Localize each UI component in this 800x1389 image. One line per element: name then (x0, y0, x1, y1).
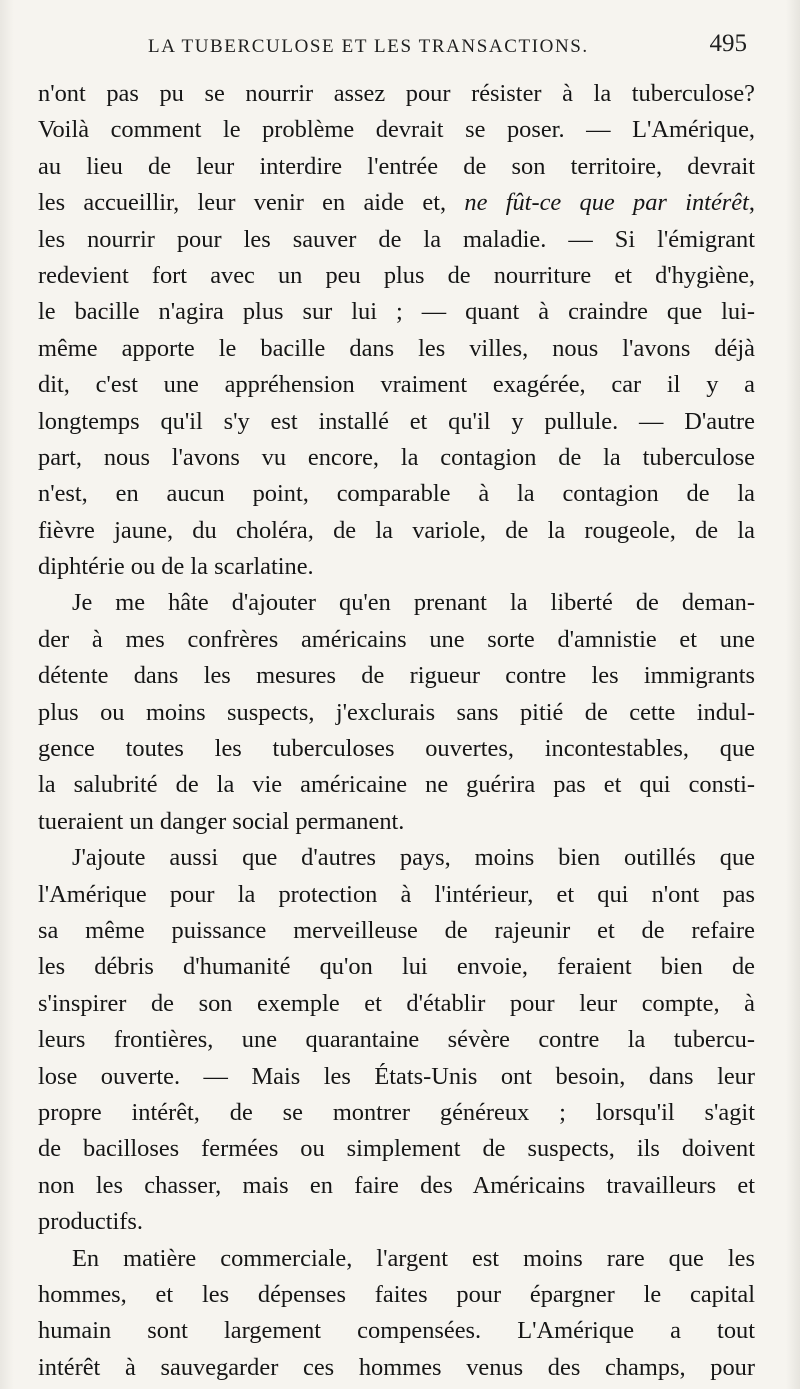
text-line: tueraient un danger social permanent. (38, 807, 405, 835)
text-line: n'ont pas pu se nourrir assez pour résister à la tuberculose? (38, 80, 755, 107)
text-line: l'Amérique pour la protection à l'intérieur, et qui n'ont pas (38, 880, 755, 908)
text-line: der à mes confrères américains une sorte d'amnistie et une (38, 625, 755, 653)
text-line: s'inspirer de son exemple et d'établir pour leur compte, à (38, 989, 755, 1017)
text-line: au lieu de leur interdire l'entrée de son territoire, devrait (38, 152, 755, 180)
text-line: même apporte le bacille dans les villes, nous l'avons déjà (38, 334, 755, 362)
text-line: Je me hâte d'ajouter qu'en prenant la liberté de deman- (72, 589, 755, 617)
text-line: détente dans les mesures de rigueur contre les immigrants (38, 662, 755, 690)
text-line: la salubrité de la vie américaine ne guérira pas et qui consti- (38, 771, 755, 799)
text-line: gence toutes les tuberculoses ouvertes, incontestables, que (38, 735, 755, 763)
paragraph (38, 1241, 755, 1387)
text-line: n'est, en aucun point, comparable à la contagion de la (38, 480, 755, 508)
page-number: 495 (709, 30, 747, 57)
page-header (40, 30, 755, 70)
text-line: les débris d'humanité qu'on lui envoie, feraient bien de (38, 953, 755, 981)
text-line: fièvre jaune, du choléra, de la variole, de la rougeole, de la (38, 516, 755, 544)
text-line: J'ajoute aussi que d'autres pays, moins bien outillés que (72, 844, 755, 872)
text-line: Voilà comment le problème devrait se poser. — L'Amérique, (38, 116, 755, 144)
text-line: hommes, et les dépenses faites pour épargner le capital (38, 1280, 755, 1308)
text-line: de bacilloses fermées ou simplement de suspects, ils doivent (38, 1135, 755, 1163)
paragraph (38, 840, 755, 1240)
text-line: part, nous l'avons vu encore, la contagion de la tuberculose (38, 443, 755, 471)
text-line: le bacille n'agira plus sur lui ; — quant à craindre que lui- (38, 298, 755, 326)
emphasis: ne fût-ce que par intérêt (464, 189, 749, 217)
text-line: plus ou moins suspects, j'exclurais sans pitié de cette indul- (38, 698, 755, 726)
paragraph (38, 585, 755, 840)
body-text (38, 76, 755, 1386)
text-line: non les chasser, mais en faire des Américains travailleurs et (38, 1171, 755, 1199)
text-line: leurs frontières, une quarantaine sévère contre la tubercu- (38, 1026, 755, 1054)
text-line: propre intérêt, de se montrer généreux ; lorsqu'il s'agit (38, 1098, 755, 1126)
text-line: longtemps qu'il s'y est installé et qu'il y pullule. — D'autre (38, 407, 755, 435)
text-line: redevient fort avec un peu plus de nourriture et d'hygiène, (38, 261, 755, 289)
text-line: diphtérie ou de la scarlatine. (38, 553, 314, 581)
text-line: les accueillir, leur venir en aide et, ne fût-ce que par intérêt, (38, 189, 755, 217)
text-line: humain sont largement compensées. L'Amérique a tout (38, 1317, 755, 1345)
paragraph (38, 76, 755, 585)
running-title: LA TUBERCULOSE ET LES TRANSACTIONS. (148, 36, 589, 57)
text-line: productifs. (38, 1208, 143, 1236)
text-line: les nourrir pour les sauver de la maladie. — Si l'émigrant (38, 225, 755, 253)
text-line: dit, c'est une appréhension vraiment exagérée, car il y a (38, 371, 755, 399)
text-line: intérêt à sauvegarder ces hommes venus des champs, pour (38, 1353, 755, 1381)
text-line: sa même puissance merveilleuse de rajeunir et de refaire (38, 916, 755, 944)
text-line: En matière commerciale, l'argent est moins rare que les (72, 1244, 755, 1272)
text-line: lose ouverte. — Mais les États-Unis ont besoin, dans leur (38, 1062, 755, 1090)
